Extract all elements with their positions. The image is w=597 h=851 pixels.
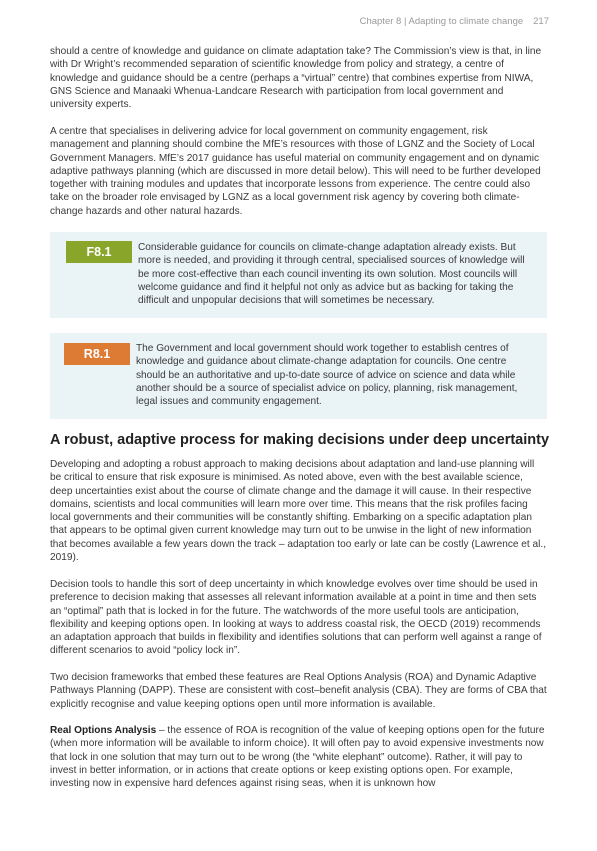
paragraph-advice-centre: A centre that specialises in delivering advice for local government on community engagement, risk management and planning should combine the MfE’s resources with those of LGNZ and the Society of Local Government Managers. MfE’s 2017 guidance has useful material on community engagement and on dynamic adaptive pathways planning (which are discussed in more detail below). This will need to be further developed together with training modules and updates that incorporate lessons from experience. The centre could also take on the broader role envisaged by LGNZ as a local government risk agency by covering both climate-change hazards and other natural hazards. (50, 126, 541, 217)
page-header (360, 16, 549, 27)
section-heading: A robust, adaptive process for making decisions under deep uncertainty (50, 432, 550, 448)
paragraph-real-options-analysis (50, 724, 547, 790)
paragraph-decision-frameworks: Two decision frameworks that embed these features are Real Options Analysis (ROA) and Dynamic Adaptive Pathways Planning (DAPP). These are consistent with cost–benefit analysis (CBA). They are forms of CBA that explicitly recognise and value keeping options open until more information is available. (50, 672, 547, 710)
recommendation-text: The Government and local government should work together to establish centres of knowledge and guidance about climate-change adaptation for councils. One centre should be an authoritative and up-to-date source of advice on science and data while another should be a source of specialist advice on policy, planning, risk management, legal issues and community engagement. (136, 343, 518, 408)
finding-badge: F8.1 (66, 241, 132, 263)
paragraph-robust-approach: Developing and adopting a robust approach to making decisions about adaptation and land-use planning will be critical to ensure that risk exposure is minimised. As noted above, even with the best available science, deep uncertainties exist about the course of climate change and the damage it will cause. In their respective domains, scientists and local communities will learn more over time. This means that the risk profiles facing local governments and their communities will be constantly shifting. Embarking on a specific adaptation plan that appears to be optimal given current knowledge may turn out to be unwise in the light of new information that becomes available a few years down the track – adaptation too early or late can be costly (Lawrence et al., 2019). (50, 459, 546, 564)
finding-text: Considerable guidance for councils on climate-change adaptation already exists. But more is needed, and providing it through central, specialised sources of knowledge will be more cost-effective than each council inventing its own solution. Most councils will welcome guidance and find it helpful not only as advice but as backing for taking the difficult and unpopular decisions that will sometimes be necessary. (138, 242, 525, 307)
real-options-analysis-description: – the essence of ROA is recognition of the value of keeping options open for the future (when more information will be available to inform choice). It will often pay to avoid expensive investments now that lock in one solution that may turn out to be wrong (the “white elephant” outcome). Rather, it will pay to invest in better information, or in actions that create options or keep existing options open. For example, investing now in expensive hard defences against rising seas, when it is unknown how (50, 725, 545, 790)
recommendation-box (50, 333, 547, 419)
finding-box (50, 232, 547, 318)
page-number: 217 (533, 16, 549, 27)
paragraph-centre-of-knowledge: should a centre of knowledge and guidance on climate adaptation take? The Commission’s view is that, in line with Dr Wright’s recommended separation of scientific knowledge from policy and strategy, a centre of knowledge and guidance should be a centre (perhaps a “virtual” centre) that combines expertise from NIWA, GNS Science and Manaaki Whenua-Landcare Research with participation from local government and university experts. (50, 46, 542, 111)
real-options-analysis-term: Real Options Analysis (50, 725, 157, 736)
recommendation-badge: R8.1 (64, 343, 130, 365)
chapter-title: Chapter 8 | Adapting to climate change (359, 16, 524, 27)
paragraph-decision-tools: Decision tools to handle this sort of deep uncertainty in which knowledge evolves over time should be used in preference to decision making that assesses all relevant information available at a point in time and then sets an “optimal” path that is locked in for the future. The watchwords of the more useful tools are anticipation, flexibility and keeping options open. In looking at ways to address coastal risk, the OECD (2019) recommends an adaptation approach that builds in flexibility and identifies solutions that can perform well against a range of different scenarios to avoid “policy lock in”. (50, 579, 542, 657)
